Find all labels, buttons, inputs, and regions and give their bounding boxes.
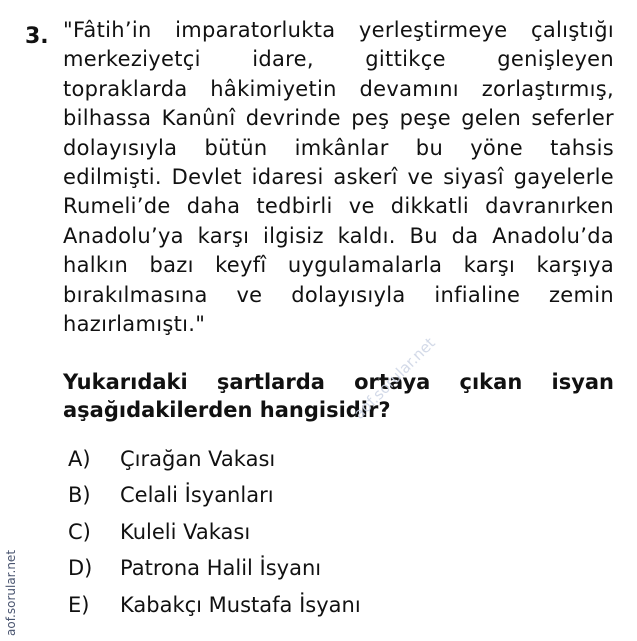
answer-options [68, 447, 361, 629]
passage-line: Rumeli’de daha tedbirli ve dikkatli davranırken [63, 194, 614, 219]
side-watermark: aof.sorular.net [4, 549, 18, 636]
option-text: Patrona Halil İsyanı [120, 556, 322, 581]
passage-line: topraklarda hâkimiyetin devamını zorlaştırmış, [63, 76, 614, 101]
option-letter: B) [68, 483, 91, 508]
passage-line: bırakılmasına ve dolayısıyla infialine zemin [63, 282, 614, 307]
option-text: Kabakçı Mustafa İsyanı [120, 592, 361, 617]
watermark: aof.sorular.net [350, 333, 439, 423]
option-e[interactable] [68, 593, 361, 629]
question-line: aşağıdakilerden hangisidir? [63, 398, 391, 422]
option-letter: E) [68, 592, 90, 617]
option-b[interactable] [68, 483, 361, 519]
passage-line: "Fâtih’in imparatorlukta yerleştirmeye çalıştığı [63, 18, 614, 42]
passage-line: Anadolu’ya karşı ilgisiz kaldı. Bu da Anadolu’da [63, 223, 614, 248]
question-stem [63, 368, 614, 424]
option-d[interactable] [68, 556, 361, 592]
question-line: Yukarıdaki şartlarda ortaya çıkan isyan [63, 370, 614, 394]
passage-line: hazırlamıştı." [63, 311, 206, 336]
passage-line: edilmişti. Devlet idaresi askerî ve siyasî gayelerle [63, 164, 614, 189]
option-c[interactable] [68, 520, 361, 556]
option-text: Celali İsyanları [120, 483, 274, 508]
option-letter: A) [68, 447, 91, 471]
option-text: Çırağan Vakası [120, 447, 276, 471]
passage-line: dolayısıyla bütün imkânlar bu yöne tahsis [63, 135, 614, 160]
option-letter: D) [68, 556, 93, 581]
passage-line: merkeziyetçi idare, gittikçe genişleyen [63, 47, 614, 72]
option-letter: C) [68, 519, 91, 544]
option-text: Kuleli Vakası [120, 519, 251, 544]
question-passage [63, 16, 614, 339]
question-number: 3. [25, 24, 49, 49]
option-a[interactable] [68, 447, 361, 483]
passage-line: halkın bazı keyfî uygulamalarla karşı karşıya [63, 253, 614, 278]
passage-line: bilhassa Kanûnî devrinde peş peşe gelen seferler [63, 106, 614, 131]
